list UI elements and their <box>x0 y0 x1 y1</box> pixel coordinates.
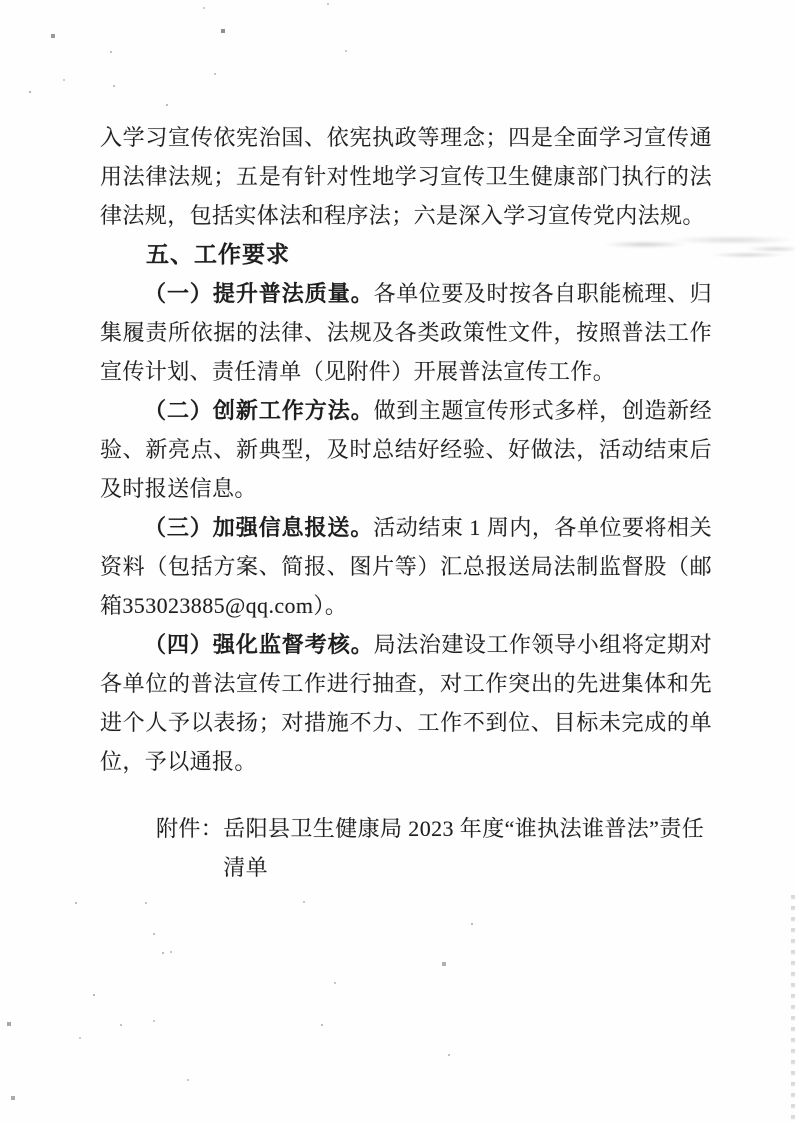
item-2-lead: （二）创新工作方法。 <box>144 398 374 423</box>
attachment-text <box>223 809 704 887</box>
item-3-lead: （三）加强信息报送。 <box>144 515 374 540</box>
attachment-note <box>100 809 712 887</box>
item-paragraph-1 <box>100 274 712 391</box>
attachment-line-1: 岳阳县卫生健康局 2023 年度“谁执法谁普法”责任 <box>223 816 705 841</box>
attachment-line-2: 清单 <box>223 855 269 880</box>
item-paragraph-2 <box>100 391 712 508</box>
section-heading: 五、工作要求 <box>146 241 290 267</box>
scan-edge-noise <box>791 895 795 1122</box>
item-paragraph-4 <box>100 625 712 781</box>
continuation-paragraph: 入学习宣传依宪治国、依宪执政等理念；四是全面学习宣传通用法律法规；五是有针对性地学习宣传卫生健康部门执行的法律法规，包括实体法和程序法；六是深入学习宣传党内法规。 <box>100 125 712 228</box>
item-paragraph-3 <box>100 508 712 625</box>
scan-smudge-small <box>700 248 795 262</box>
item-4-lead: （四）强化监督考核。 <box>144 632 374 657</box>
item-1-body: 各单位要及时按各自职能梳理、归集履责所依据的法律、法规及各类政策性文件，按照普法工作宣传计划、责任清单（见附件）开展普法宣传工作。 <box>100 281 712 384</box>
scan-specks <box>0 0 2 2</box>
item-1-lead: （一）提升普法质量。 <box>144 281 374 306</box>
item-4-body: 局法治建设工作领导小组将定期对各单位的普法宣传工作进行抽查，对工作突出的先进集体和先进个人予以表扬；对措施不力、工作不到位、目标未完成的单位，予以通报。 <box>100 632 712 774</box>
item-3-body: 活动结束 1 周内，各单位要将相关资料（包括方案、简报、图片等）汇总报送局法制监督股（邮箱353023885@qq.com）。 <box>100 515 712 618</box>
attachment-label: 附件： <box>156 816 224 841</box>
item-2-body: 做到主题宣传形式多样，创造新经验、新亮点、新典型，及时总结好经验、好做法，活动结束后及时报送信息。 <box>100 398 712 501</box>
